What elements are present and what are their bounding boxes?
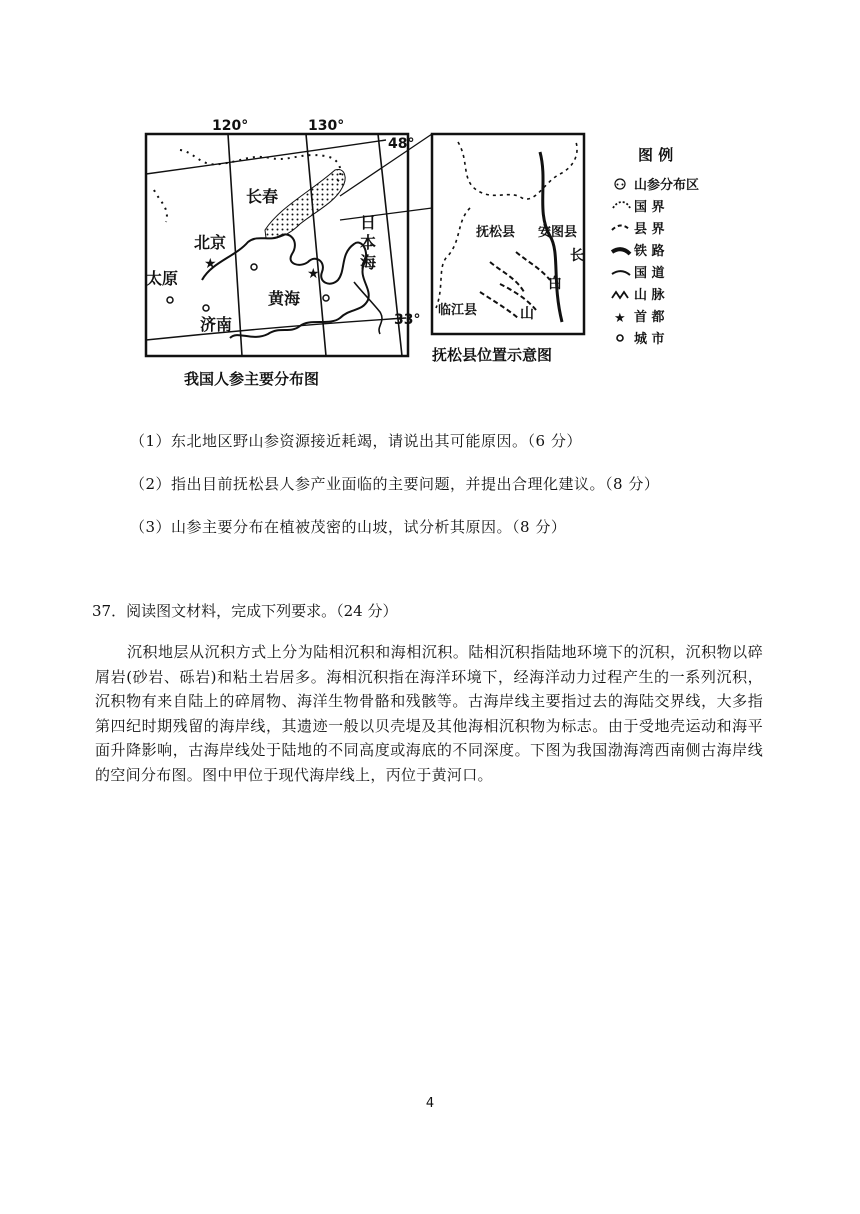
page-number: 4 [425, 1096, 435, 1111]
capital-star-icon: ★ [204, 256, 217, 272]
question-37-material: 沉积地层从沉积方式上分为陆相沉积和海相沉积。陆相沉积指陆地环境下的沉积，沉积物以碎屑岩(砂岩、砾岩)和粘土岩居多。海相沉积指在海洋环境下，经海洋动力过程产生的一系列沉积，沉积物有来自陆上的碎屑物、海洋生物骨骼和残骸等。古海岸线主要指过去的海陆交界线，大多指第四纪时期残留的海岸线，其遗迹一般以贝壳堤及其他海相沉积物为标志。由于受地壳运动和海平面升降影响，古海岸线处于陆地的不同高度或海底的不同深度。下图为我国渤海湾西南侧古海岸线的空间分布图。图中甲位于现代海岸线上，丙位于黄河口。 [95, 643, 763, 784]
inset-map-caption: 抚松县位置示意图 [432, 346, 553, 364]
lon-label-130: 130° [308, 118, 345, 134]
circle-icon [617, 335, 623, 341]
label-taiyuan: 太原 [146, 269, 179, 288]
legend-label: 首 都 [634, 310, 665, 325]
figure-svg [140, 112, 740, 402]
city-circle-icon [251, 264, 257, 270]
svg-text:日本海: 日本海 [360, 213, 377, 272]
star-icon: ★ [614, 311, 626, 326]
label-jinan: 济南 [200, 315, 233, 334]
label-changchun: 长春 [246, 187, 279, 206]
legend-label: 山参分布区 [634, 178, 700, 193]
lat-label-33: 33° [394, 312, 421, 328]
highway-icon [612, 271, 630, 275]
legend-label: 国 道 [634, 266, 665, 281]
label-changbaishan [520, 247, 584, 322]
legend-label: 城 市 [634, 332, 665, 347]
national-border-icon [613, 202, 630, 208]
county-border-icon [612, 226, 630, 231]
ginseng-distribution-figure [140, 112, 740, 402]
question-37-heading: 37．阅读图文材料，完成下列要求。（24 分） [92, 602, 398, 620]
label-beijing: 北京 [194, 233, 227, 252]
label-linjiang: 临江县 [438, 303, 478, 318]
dotted-area-icon [615, 179, 625, 189]
label-fusong: 抚松县 [476, 225, 516, 240]
label-antu: 安图县 [538, 225, 578, 240]
mountain-icon [612, 292, 628, 298]
lon-label-120: 120° [212, 118, 249, 134]
national-border-line [180, 150, 340, 184]
mountain-range-lines [480, 252, 550, 318]
question-3: （3）山参主要分布在植被茂密的山坡，试分析其原因。（8 分） [130, 518, 567, 536]
svg-text:长白山: 长白山 [520, 248, 584, 322]
question-1: （1）东北地区野山参资源接近耗竭，请说出其可能原因。（6 分） [130, 432, 582, 450]
main-map-caption: 我国人参主要分布图 [184, 370, 320, 388]
legend-label: 铁 路 [634, 244, 665, 259]
legend-title: 图 例 [638, 146, 674, 164]
legend [612, 146, 699, 347]
label-huanghai: 黄海 [268, 289, 301, 308]
county-border-line [458, 142, 577, 199]
railway-icon [612, 249, 630, 254]
question-2: （2）指出目前抚松县人参产业面临的主要问题，并提出合理化建议。（8 分） [130, 475, 660, 493]
legend-label: 国 界 [634, 200, 665, 215]
lat-label-48: 48° [388, 136, 415, 152]
svg-text:★: ★ [307, 266, 320, 282]
label-ribenhai [360, 213, 377, 272]
legend-label: 山 脉 [634, 288, 665, 303]
legend-label: 县 界 [634, 222, 665, 237]
